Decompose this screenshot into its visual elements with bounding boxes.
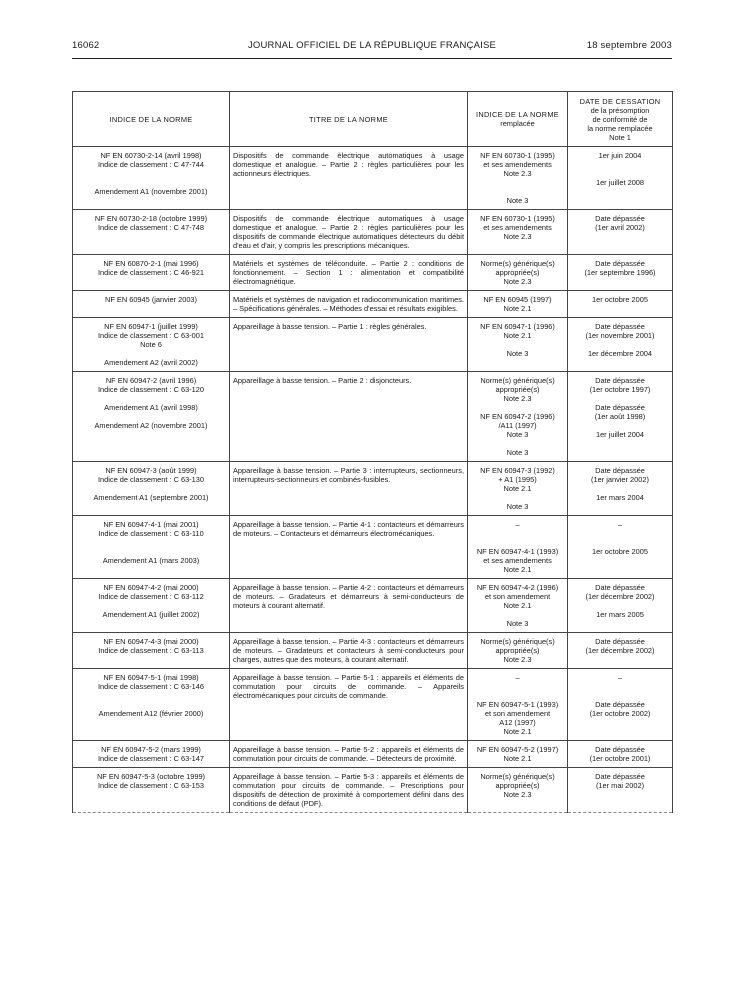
cell-line: Note 2.3	[503, 394, 532, 403]
cell-remplacee	[468, 633, 568, 669]
cell-line: 1er octobre 2005	[592, 547, 648, 556]
cell-line: Note 3	[506, 196, 529, 205]
table-row	[73, 372, 673, 462]
cell-line: Note 2.1	[503, 304, 532, 313]
cell-line: Date dépassée	[595, 214, 645, 223]
column-header-line: DATE DE CESSATION	[579, 96, 661, 106]
cell-group	[471, 547, 564, 574]
cell-line: Note 2.1	[503, 601, 532, 610]
cell-line: NF EN 60947-4-3 (mai 2000)	[103, 637, 199, 646]
cell-group	[76, 259, 226, 277]
cell-line: –	[617, 673, 623, 682]
cell-group	[571, 745, 669, 763]
title-text: Dispositifs de commande électrique automatiques à usage domestique et analogue. – Partie 2 : règles particulières pour les actionneurs électriques.	[233, 151, 464, 178]
cell-line: NF EN 60947-5-3 (octobre 1999)	[96, 772, 206, 781]
title-text: Appareillage à basse tension. – Partie 4-3 : contacteurs et démarreurs de moteurs. – Gradateurs et contacteurs à semi-conducteurs pour charges, autres que des moteurs, à courant alternatif.	[233, 637, 464, 664]
cell-group	[471, 700, 564, 736]
cell-titre	[230, 741, 468, 768]
cell-titre	[230, 291, 468, 318]
cell-date-cessation	[568, 147, 673, 210]
cell-line: 1er octobre 2005	[592, 295, 648, 304]
cell-group	[571, 259, 669, 277]
cell-group	[76, 403, 226, 412]
cell-date-cessation	[568, 318, 673, 372]
cell-line: (1er août 1998)	[594, 412, 646, 421]
cell-indice	[73, 255, 230, 291]
cell-line: Indice de classement : C 63-130	[98, 475, 204, 484]
cell-line: et ses amendements	[483, 223, 552, 232]
cell-line: Note 6	[140, 340, 162, 349]
cell-line: NF EN 60947-2 (avril 1996)	[105, 376, 197, 385]
cell-line: (1er mai 2002)	[595, 781, 645, 790]
cell-date-cessation	[568, 291, 673, 318]
cell-line: Date dépassée	[595, 745, 645, 754]
cell-line: et ses amendements	[483, 160, 552, 169]
cell-group	[471, 412, 564, 439]
cell-line: NF EN 60947-5-1 (1993)	[476, 700, 559, 709]
cell-titre	[230, 372, 468, 462]
cell-group	[76, 637, 226, 655]
cell-remplacee	[468, 768, 568, 813]
cell-line: (1er décembre 2002)	[585, 646, 655, 655]
table-row	[73, 147, 673, 210]
cell-line: Date dépassée	[595, 376, 645, 385]
column-header-line: Note 1	[609, 132, 631, 142]
column-header-line: de conformité de	[592, 114, 648, 124]
cell-remplacee	[468, 462, 568, 516]
cell-group	[76, 583, 226, 601]
cell-group	[76, 295, 226, 304]
title-text: Dispositifs de commande électrique automatiques à usage domestique et analogue. – Partie 2 : règles particulières pour les dispositifs de commande électrique automatiques détecteurs du débit d'eau et d'air, y compris les prescriptions mécaniques.	[233, 214, 464, 250]
title-text: Appareillage à basse tension. – Partie 5-2 : appareils et éléments de commutation pour circuits de commande. – Détecteurs de proximité.	[233, 745, 464, 763]
publication-date: 18 septembre 2003	[586, 40, 672, 51]
cell-line: Note 2.3	[503, 655, 532, 664]
cell-line: (1er avril 2002)	[595, 223, 645, 232]
cell-group	[76, 376, 226, 394]
cell-remplacee	[468, 516, 568, 579]
cell-group	[76, 556, 226, 565]
cell-line: Indice de classement : C 63-147	[98, 754, 204, 763]
cell-group	[76, 673, 226, 691]
cell-group	[571, 466, 669, 484]
cell-line: 1er mars 2005	[596, 610, 644, 619]
cell-group	[76, 772, 226, 790]
cell-group	[471, 502, 564, 511]
cell-group	[571, 547, 669, 556]
cell-remplacee	[468, 669, 568, 741]
cell-line: Amendement A1 (avril 1998)	[104, 403, 198, 412]
cell-group	[76, 187, 226, 196]
cell-titre	[230, 669, 468, 741]
cell-group	[76, 520, 226, 538]
cell-line: NF EN 60945 (1997)	[483, 295, 552, 304]
cell-remplacee	[468, 210, 568, 255]
cell-line: 1er décembre 2004	[587, 349, 653, 358]
cell-group	[76, 421, 226, 430]
cell-titre	[230, 516, 468, 579]
cell-remplacee	[468, 318, 568, 372]
cell-line: Indice de classement : C 63-146	[98, 682, 204, 691]
cell-line: NF EN 60947-1 (1996)	[480, 322, 555, 331]
cell-group	[571, 178, 669, 187]
cell-line: Note 3	[506, 448, 529, 457]
cell-group	[471, 151, 564, 178]
journal-title: JOURNAL OFFICIEL DE LA RÉPUBLIQUE FRANÇAISE	[247, 40, 497, 51]
table-row	[73, 633, 673, 669]
cell-titre	[230, 633, 468, 669]
cell-group	[76, 709, 226, 718]
cell-line: NF EN 60947-5-2 (1997)	[476, 745, 559, 754]
column-header-date-cessation	[568, 92, 673, 147]
cell-line: (1er octobre 1997)	[589, 385, 651, 394]
cell-line: Indice de classement : C 46-921	[98, 268, 204, 277]
table-row	[73, 516, 673, 579]
cell-group	[471, 322, 564, 340]
cell-line: 1er juin 2004	[598, 151, 642, 160]
cell-line: Indice de classement : C 47-748	[98, 223, 204, 232]
cell-line: NF EN 60947-4-1 (1993)	[476, 547, 559, 556]
cell-line: NF EN 60947-5-1 (mai 1998)	[103, 673, 199, 682]
cell-line: NF EN 60947-3 (août 1999)	[105, 466, 197, 475]
cell-line: Note 2.3	[503, 169, 532, 178]
cell-line: Note 2.3	[503, 232, 532, 241]
cell-line: Date dépassée	[595, 259, 645, 268]
cell-group	[471, 196, 564, 205]
page-header	[72, 40, 672, 56]
cell-line: 1er juillet 2008	[595, 178, 645, 187]
cell-group	[571, 430, 669, 439]
cell-date-cessation	[568, 516, 673, 579]
cell-titre	[230, 462, 468, 516]
column-header-titre	[230, 92, 468, 147]
cell-group	[471, 448, 564, 457]
cell-line: Indice de classement : C 63-113	[98, 646, 204, 655]
cell-line: –	[515, 673, 520, 682]
cell-line: Date dépassée	[595, 772, 645, 781]
cell-line: Date dépassée	[595, 637, 645, 646]
table-row	[73, 669, 673, 741]
cell-line: Date dépassée	[595, 322, 645, 331]
title-text: Appareillage à basse tension. – Partie 4-2 : contacteurs et démarreurs de moteurs. – Gradateurs et démarreurs à semi-conducteurs de moteurs à courant alternatif.	[233, 583, 464, 610]
cell-remplacee	[468, 291, 568, 318]
title-text: Appareillage à basse tension. – Partie 1 : règles générales.	[233, 322, 427, 331]
cell-group	[76, 358, 226, 367]
cell-indice	[73, 210, 230, 255]
cell-indice	[73, 147, 230, 210]
column-header-line: INDICE DE LA NORME	[109, 114, 193, 124]
title-text: Appareillage à basse tension. – Partie 2 : disjoncteurs.	[233, 376, 412, 385]
table-row	[73, 579, 673, 633]
cell-line: NF EN 60870-2-1 (mai 1996)	[103, 259, 199, 268]
cell-line: Date dépassée	[595, 583, 645, 592]
cell-line: (1er novembre 2001)	[585, 331, 655, 340]
title-text: Appareillage à basse tension. – Partie 4-1 : contacteurs et démarreurs de moteurs. – Contacteurs et démarreurs électromécaniques.	[233, 520, 464, 538]
cell-line: Amendement A1 (septembre 2001)	[93, 493, 209, 502]
cell-group	[76, 493, 226, 502]
cell-group	[471, 673, 564, 682]
column-header-line: de la présomption	[590, 105, 650, 115]
cell-line: Note 2.1	[503, 484, 532, 493]
cell-line: Date dépassée	[595, 700, 645, 709]
cell-line: /A11 (1997)	[498, 421, 537, 430]
column-header-indice	[73, 92, 230, 147]
cell-line: –	[617, 520, 623, 529]
cell-line: A12 (1997)	[499, 718, 536, 727]
cell-group	[571, 583, 669, 601]
cell-date-cessation	[568, 255, 673, 291]
cell-line: NF EN 60947-4-2 (mai 2000)	[103, 583, 199, 592]
cell-line: NF EN 60947-1 (juillet 1999)	[104, 322, 198, 331]
cell-line: NF EN 60730-1 (1995)	[480, 214, 555, 223]
cell-line: NF EN 60947-4-1 (mai 2001)	[103, 520, 199, 529]
cell-group	[571, 403, 669, 421]
cell-line: NF EN 60947-3 (1992)	[480, 466, 555, 475]
column-header-line: TITRE DE LA NORME	[308, 114, 389, 124]
cell-group	[571, 493, 669, 502]
title-text: Appareillage à basse tension. – Partie 5-1 : appareils et éléments de commutation pour circuits de commande. – Appareils électromécaniques pour circuits de commande.	[233, 673, 464, 700]
cell-line: + A1 (1995)	[498, 475, 537, 484]
cell-group	[76, 610, 226, 619]
cell-group	[571, 772, 669, 790]
cell-group	[471, 349, 564, 358]
cell-line: 1er juillet 2004	[595, 430, 645, 439]
cell-line: Indice de classement : C 63-001	[98, 331, 204, 340]
cell-group	[571, 610, 669, 619]
cell-group	[571, 673, 669, 682]
column-header-line: remplacée	[500, 119, 535, 128]
cell-group	[76, 214, 226, 232]
cell-date-cessation	[568, 633, 673, 669]
cell-line: (1er décembre 2002)	[585, 592, 655, 601]
cell-line: appropriée(s)	[495, 385, 540, 394]
cell-titre	[230, 579, 468, 633]
table-row	[73, 741, 673, 768]
cell-line: Indice de classement : C 63-153	[98, 781, 204, 790]
cell-line: –	[515, 520, 520, 529]
cell-group	[471, 772, 564, 799]
cell-group	[76, 322, 226, 349]
cell-line: 1er mars 2004	[596, 493, 644, 502]
table-row	[73, 318, 673, 372]
cell-group	[471, 745, 564, 763]
cell-line: NF EN 60945 (janvier 2003)	[104, 295, 198, 304]
cell-group	[571, 376, 669, 394]
cell-titre	[230, 147, 468, 210]
cell-line: Note 2.1	[503, 331, 532, 340]
cell-date-cessation	[568, 669, 673, 741]
table-row	[73, 255, 673, 291]
cell-group	[571, 322, 669, 340]
cell-titre	[230, 210, 468, 255]
table-row	[73, 462, 673, 516]
cell-line: appropriée(s)	[495, 781, 540, 790]
cell-group	[76, 745, 226, 763]
cell-line: Indice de classement : C 47-744	[98, 160, 204, 169]
cell-group	[471, 583, 564, 610]
cell-line: Note 3	[506, 349, 529, 358]
cell-line: Amendement A1 (mars 2003)	[102, 556, 200, 565]
cell-group	[571, 295, 669, 304]
title-text: Appareillage à basse tension. – Partie 3 : interrupteurs, sectionneurs, interrupteurs-sectionneurs et combinés-fusibles.	[233, 466, 464, 484]
title-text: Appareillage à basse tension. – Partie 5-3 : appareils et éléments de commutation pour circuits de commande. – Prescriptions pour dispositifs de détection de proximité à comportement défini dans des conditions de défaut (PDF).	[233, 772, 464, 808]
cell-line: et son amendement	[484, 709, 551, 718]
table-row	[73, 768, 673, 813]
cell-line: Amendement A2 (avril 2002)	[104, 358, 198, 367]
cell-line: Indice de classement : C 63-120	[98, 385, 204, 394]
cell-line: Amendement A1 (juillet 2002)	[102, 610, 200, 619]
cell-line: Note 3	[506, 619, 529, 628]
cell-line: Amendement A2 (novembre 2001)	[94, 421, 208, 430]
cell-line: (1er janvier 2002)	[591, 475, 649, 484]
cell-group	[76, 151, 226, 169]
title-text: Matériels et systèmes de navigation et radiocommunication maritimes. – Spécifications générales. – Méthodes d'essai et résultats exigibles.	[233, 295, 464, 313]
cell-line: Note 2.1	[503, 727, 532, 736]
cell-group	[471, 214, 564, 241]
cell-line: Amendement A12 (février 2000)	[98, 709, 204, 718]
column-header-line: la norme remplacée	[587, 123, 653, 133]
cell-line: appropriée(s)	[495, 268, 540, 277]
cell-line: NF EN 60730-1 (1995)	[480, 151, 555, 160]
cell-line: Note 3	[506, 430, 529, 439]
cell-remplacee	[468, 579, 568, 633]
cell-group	[471, 259, 564, 286]
cell-line: Note 2.1	[503, 754, 532, 763]
cell-line: (1er octobre 2002)	[589, 709, 651, 718]
cell-date-cessation	[568, 372, 673, 462]
cell-line: Note 2.3	[503, 277, 532, 286]
cell-group	[76, 466, 226, 484]
cell-group	[471, 376, 564, 403]
page-number: 16062	[72, 40, 100, 51]
cell-remplacee	[468, 147, 568, 210]
cell-line: (1er octobre 2001)	[589, 754, 651, 763]
cell-indice	[73, 633, 230, 669]
column-header-line: INDICE DE LA NORME	[475, 110, 559, 119]
cell-group	[471, 295, 564, 313]
cell-remplacee	[468, 372, 568, 462]
cell-titre	[230, 768, 468, 813]
cell-group	[571, 214, 669, 232]
cell-indice	[73, 579, 230, 633]
cell-date-cessation	[568, 462, 673, 516]
cell-remplacee	[468, 255, 568, 291]
cell-line: (1er septembre 1996)	[584, 268, 656, 277]
cell-group	[471, 466, 564, 493]
column-header-remplacee	[468, 92, 568, 147]
cell-group	[571, 520, 669, 529]
cell-line: Norme(s) générique(s)	[480, 637, 555, 646]
cell-indice	[73, 462, 230, 516]
cell-group	[571, 700, 669, 718]
table-header-row	[73, 92, 673, 147]
cell-group	[571, 151, 669, 160]
cell-line: et ses amendements	[483, 556, 552, 565]
cell-indice	[73, 291, 230, 318]
table-row	[73, 210, 673, 255]
cell-line: NF EN 60730-2-14 (avril 1998)	[100, 151, 202, 160]
cell-indice	[73, 372, 230, 462]
cell-line: Note 2.1	[503, 565, 532, 574]
cell-line: NF EN 60947-2 (1996)	[480, 412, 555, 421]
cell-group	[471, 637, 564, 664]
cell-line: appropriée(s)	[495, 646, 540, 655]
title-text: Matériels et systèmes de téléconduite. – Partie 2 : conditions de fonctionnement. – Section 1 : alimentation et compatibilité électromagnétique.	[233, 259, 464, 286]
cell-group	[471, 619, 564, 628]
cell-date-cessation	[568, 210, 673, 255]
cell-line: Date dépassée	[595, 403, 645, 412]
cell-line: NF EN 60730-2-18 (octobre 1999)	[94, 214, 208, 223]
cell-line: Indice de classement : C 63-110	[98, 529, 204, 538]
cell-line: Note 3	[506, 502, 529, 511]
cell-group	[471, 520, 564, 529]
cell-line: Date dépassée	[595, 466, 645, 475]
cell-date-cessation	[568, 768, 673, 813]
cell-line: NF EN 60947-5-2 (mars 1999)	[101, 745, 201, 754]
cell-line: Norme(s) générique(s)	[480, 772, 555, 781]
header-rule	[72, 58, 672, 59]
standards-table	[72, 91, 673, 813]
cell-line: NF EN 60947-4-2 (1996)	[476, 583, 559, 592]
cell-indice	[73, 318, 230, 372]
cell-indice	[73, 516, 230, 579]
cell-titre	[230, 318, 468, 372]
cell-remplacee	[468, 741, 568, 768]
cell-line: Indice de classement : C 63-112	[98, 592, 204, 601]
cell-line: et son amendement	[484, 592, 551, 601]
cell-indice	[73, 768, 230, 813]
cell-line: Norme(s) générique(s)	[480, 259, 555, 268]
cell-indice	[73, 669, 230, 741]
cell-titre	[230, 255, 468, 291]
cell-date-cessation	[568, 579, 673, 633]
cell-date-cessation	[568, 741, 673, 768]
cell-group	[571, 349, 669, 358]
cell-line: Norme(s) générique(s)	[480, 376, 555, 385]
cell-line: Amendement A1 (novembre 2001)	[94, 187, 208, 196]
cell-indice	[73, 741, 230, 768]
table-row	[73, 291, 673, 318]
cell-line: Note 2.3	[503, 790, 532, 799]
table-body	[73, 147, 673, 813]
cell-group	[571, 637, 669, 655]
